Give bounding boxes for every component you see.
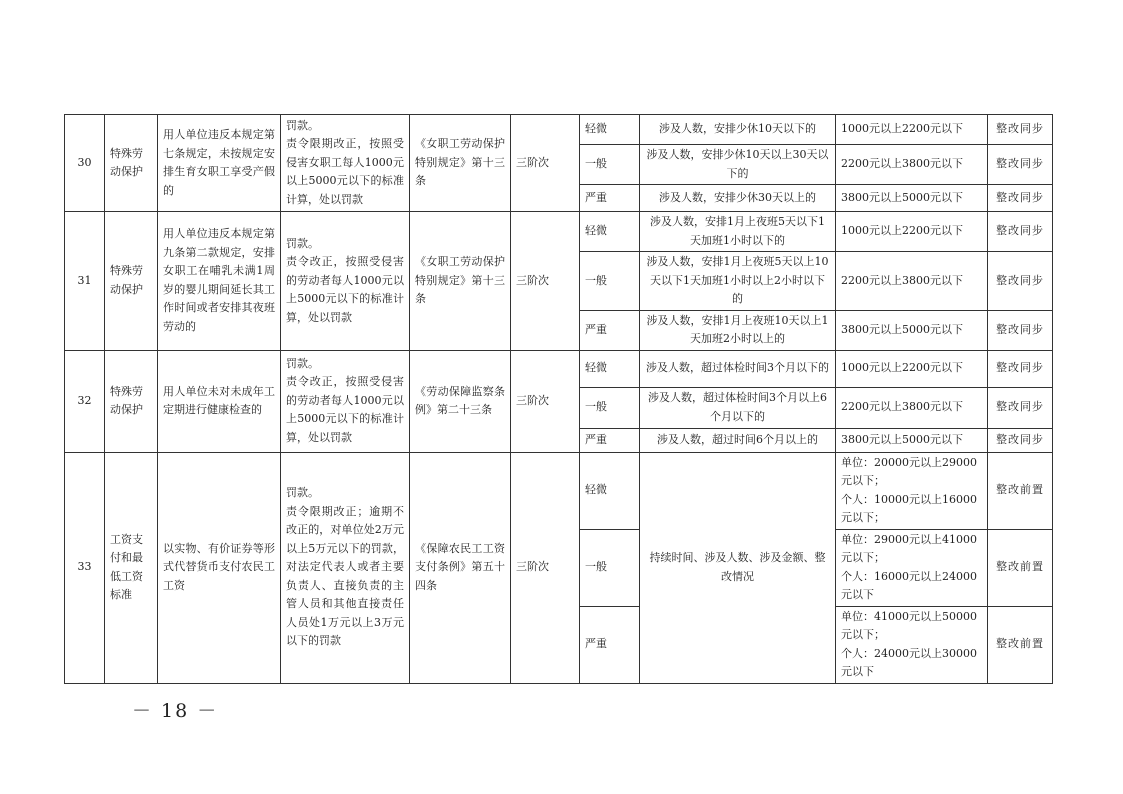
severity-range: 一般: [580, 252, 640, 311]
table-row: [65, 115, 1053, 145]
rectify-mode: 整改前置: [988, 606, 1053, 683]
rectify-mode: 整改前置: [988, 452, 1053, 529]
severity-range: 一般: [580, 145, 640, 185]
legal-basis: 《女职工劳动保护特别规定》第十三条: [410, 212, 511, 351]
severity-range: 轻微: [580, 115, 640, 145]
rectify-mode: 整改同步: [988, 350, 1053, 387]
fine-amount: 1000元以上2200元以下: [836, 350, 988, 387]
punishment-provision: 罚款。 责令改正，按照受侵害的劳动者每人1000元以上5000元以下的标准计算，处以罚款: [281, 350, 410, 452]
item-category: 工资支付和最低工资标准: [105, 452, 158, 683]
item-number: 30: [65, 115, 105, 212]
violation-behavior: 用人单位违反本规定第九条第二款规定，安排女职工在哺乳未满1周岁的婴儿期间延长其工作时间或者安排其夜班劳动的: [158, 212, 281, 351]
table-row: [65, 350, 1053, 387]
fact-description: 涉及人数，超过时间6个月以上的: [640, 428, 836, 452]
severity-range: 轻微: [580, 212, 640, 252]
fact-description: 涉及人数，安排少休10天以上30天以下的: [640, 145, 836, 185]
fact-description: 涉及人数，安排1月上夜班5天以下1天加班1小时以下的: [640, 212, 836, 252]
fine-amount: 单位：41000元以上50000元以下； 个人：24000元以上30000元以下: [836, 606, 988, 683]
fine-amount: 2200元以上3800元以下: [836, 145, 988, 185]
page-number: － 18 －: [132, 700, 219, 722]
violation-behavior: 用人单位违反本规定第七条规定，未按规定安排生育女职工享受产假的: [158, 115, 281, 212]
item-category: 特殊劳动保护: [105, 350, 158, 452]
severity-range: 严重: [580, 606, 640, 683]
rectify-mode: 整改同步: [988, 185, 1053, 212]
severity-range: 轻微: [580, 350, 640, 387]
punishment-provision: 罚款。 责令改正，按照受侵害的劳动者每人1000元以上5000元以下的标准计算，处以罚款: [281, 212, 410, 351]
fact-description: 涉及人数，安排少休10天以下的: [640, 115, 836, 145]
violation-behavior: 以实物、有价证券等形式代替货币支付农民工工资: [158, 452, 281, 683]
legal-basis: 《女职工劳动保护特别规定》第十三条: [410, 115, 511, 212]
fact-description: 持续时间、涉及人数、涉及金额、整改情况: [640, 452, 836, 683]
severity-range: 严重: [580, 185, 640, 212]
rectify-mode: 整改同步: [988, 310, 1053, 350]
rectify-mode: 整改同步: [988, 145, 1053, 185]
fine-amount: 1000元以上2200元以下: [836, 115, 988, 145]
table-row: [65, 212, 1053, 252]
item-category: 特殊劳动保护: [105, 115, 158, 212]
severity-range: 一般: [580, 529, 640, 606]
punishment-provision: 罚款。 责令限期改正，按照受侵害女职工每人1000元以上5000元以下的标准计算，处以罚款: [281, 115, 410, 212]
discretion-level: 三阶次: [511, 452, 580, 683]
fact-description: 涉及人数，超过体检时间3个月以下的: [640, 350, 836, 387]
discretion-level: 三阶次: [511, 212, 580, 351]
legal-basis: 《保障农民工工资支付条例》第五十四条: [410, 452, 511, 683]
item-number: 31: [65, 212, 105, 351]
discretion-level: 三阶次: [511, 350, 580, 452]
fine-amount: 2200元以上3800元以下: [836, 252, 988, 311]
violation-behavior: 用人单位未对未成年工定期进行健康检查的: [158, 350, 281, 452]
fact-description: 涉及人数，安排1月上夜班5天以上10天以下1天加班1小时以上2小时以下的: [640, 252, 836, 311]
item-number: 32: [65, 350, 105, 452]
fine-amount: 3800元以上5000元以下: [836, 310, 988, 350]
rectify-mode: 整改同步: [988, 252, 1053, 311]
rectify-mode: 整改同步: [988, 387, 1053, 428]
fine-amount: 2200元以上3800元以下: [836, 387, 988, 428]
rectify-mode: 整改同步: [988, 212, 1053, 252]
punishment-provision: 罚款。 责令限期改正；逾期不改正的，对单位处2万元以上5万元以下的罚款，对法定代表人或者主要负责人、直接负责的主管人员和其他直接责任人员处1万元以上3万元以下的罚款: [281, 452, 410, 683]
fact-description: 涉及人数，超过体检时间3个月以上6个月以下的: [640, 387, 836, 428]
fine-amount: 1000元以上2200元以下: [836, 212, 988, 252]
penalty-standard-table: [64, 114, 1053, 684]
legal-basis: 《劳动保障监察条例》第二十三条: [410, 350, 511, 452]
fine-amount: 单位：20000元以上29000元以下； 个人：10000元以上16000元以下；: [836, 452, 988, 529]
fine-amount: 单位：29000元以上41000元以下； 个人：16000元以上24000元以下: [836, 529, 988, 606]
severity-range: 一般: [580, 387, 640, 428]
fine-amount: 3800元以上5000元以下: [836, 428, 988, 452]
table-row: [65, 452, 1053, 529]
rectify-mode: 整改同步: [988, 428, 1053, 452]
rectify-mode: 整改前置: [988, 529, 1053, 606]
severity-range: 轻微: [580, 452, 640, 529]
severity-range: 严重: [580, 310, 640, 350]
fact-description: 涉及人数，安排1月上夜班10天以上1天加班2小时以上的: [640, 310, 836, 350]
item-number: 33: [65, 452, 105, 683]
rectify-mode: 整改同步: [988, 115, 1053, 145]
discretion-level: 三阶次: [511, 115, 580, 212]
severity-range: 严重: [580, 428, 640, 452]
fine-amount: 3800元以上5000元以下: [836, 185, 988, 212]
item-category: 特殊劳动保护: [105, 212, 158, 351]
fact-description: 涉及人数，安排少休30天以上的: [640, 185, 836, 212]
